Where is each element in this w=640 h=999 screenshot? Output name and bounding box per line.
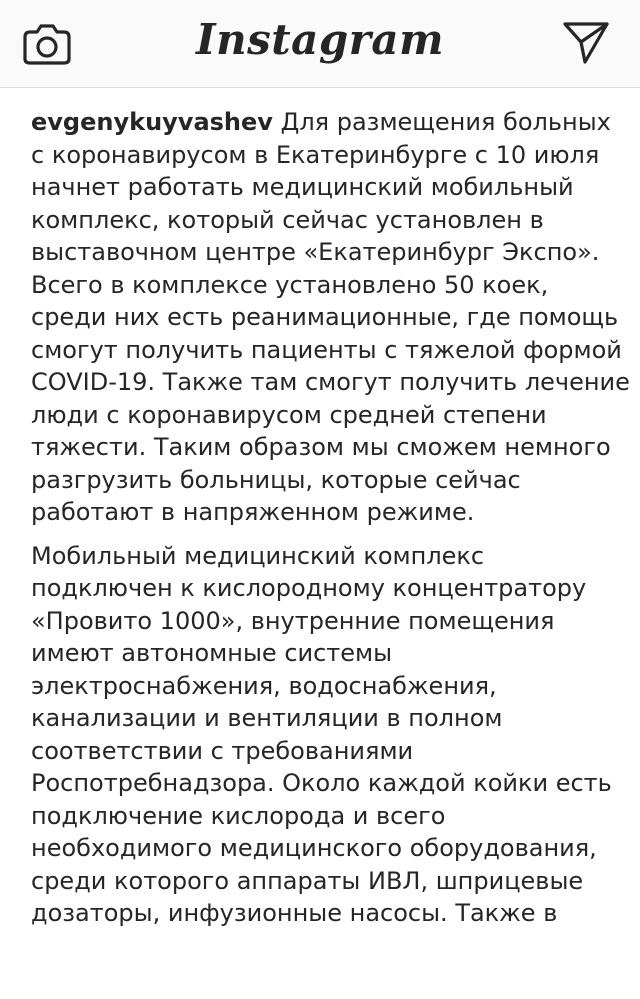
instagram-logo: Instagram bbox=[195, 15, 445, 64]
post-username[interactable]: evgenykuyvashev bbox=[31, 108, 273, 136]
top-nav-bar bbox=[0, 0, 640, 88]
caption-paragraph-2 bbox=[31, 540, 631, 930]
caption-paragraph-1 bbox=[31, 106, 631, 529]
post-caption bbox=[31, 106, 631, 941]
caption-text-2: Мобильный медицинский комплекс подключен к кислородному концентратору «Провито 1000», внутренние помещения имеют автономные системы электроснабжения, водоснабжения, канализации и вентиляции в полном соответствии с требованиями Роспотребнадзора. Около каждой койки есть подключение кислорода и всего необходимого медицинского оборудования, среди которого аппараты ИВЛ, шприцевые дозаторы, инфузионные насосы. Также в bbox=[31, 541, 612, 927]
paper-plane-icon[interactable] bbox=[562, 20, 610, 66]
caption-text-1: Для размещения больных с коронавирусом в Екатеринбурге с 10 июля начнет работать медицинский мобильный комплекс, который сейчас установлен в выставочном центре «Екатеринбург Экспо». Всего в комплексе установлено 50 коек, среди них есть реанимационные, где помощь смогут получить пациенты с тяжелой формой COVID-19. Также там смогут получить лечение люди с коронавирусом средней степени тяжести. Таким образом мы сможем немного разгрузить больницы, которые сейчас работают в напряженном режиме. bbox=[31, 108, 630, 526]
